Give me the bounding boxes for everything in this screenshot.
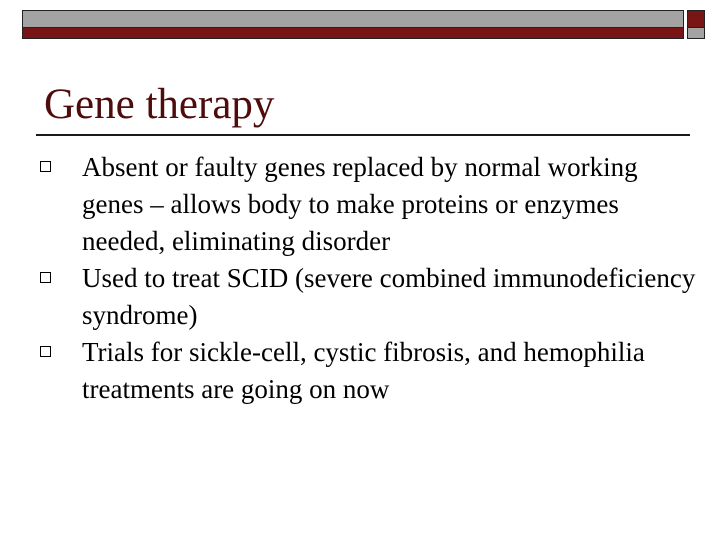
header-gray-band	[22, 10, 684, 28]
bullet-item	[36, 334, 696, 408]
hollow-square-bullet-icon	[40, 161, 51, 172]
bullet-list	[36, 149, 696, 408]
title-underline-rule	[36, 134, 690, 136]
header-red-stripe	[22, 28, 684, 39]
bullet-text: Absent or faulty genes replaced by normal working genes – allows body to make proteins or enzymes needed, eliminating disorder	[82, 152, 638, 256]
bullet-text: Trials for sickle-cell, cystic fibrosis, and hemophilia treatments are going on now	[82, 337, 645, 404]
slide-title: Gene therapy	[44, 81, 275, 128]
header-corner-gray-square	[687, 28, 705, 39]
header-corner-red-square	[687, 10, 705, 28]
bullet-item	[36, 149, 696, 260]
bullet-item	[36, 260, 696, 334]
hollow-square-bullet-icon	[40, 346, 51, 357]
bullet-text: Used to treat SCID (severe combined immunodeficiency syndrome)	[82, 263, 696, 330]
hollow-square-bullet-icon	[40, 272, 51, 283]
